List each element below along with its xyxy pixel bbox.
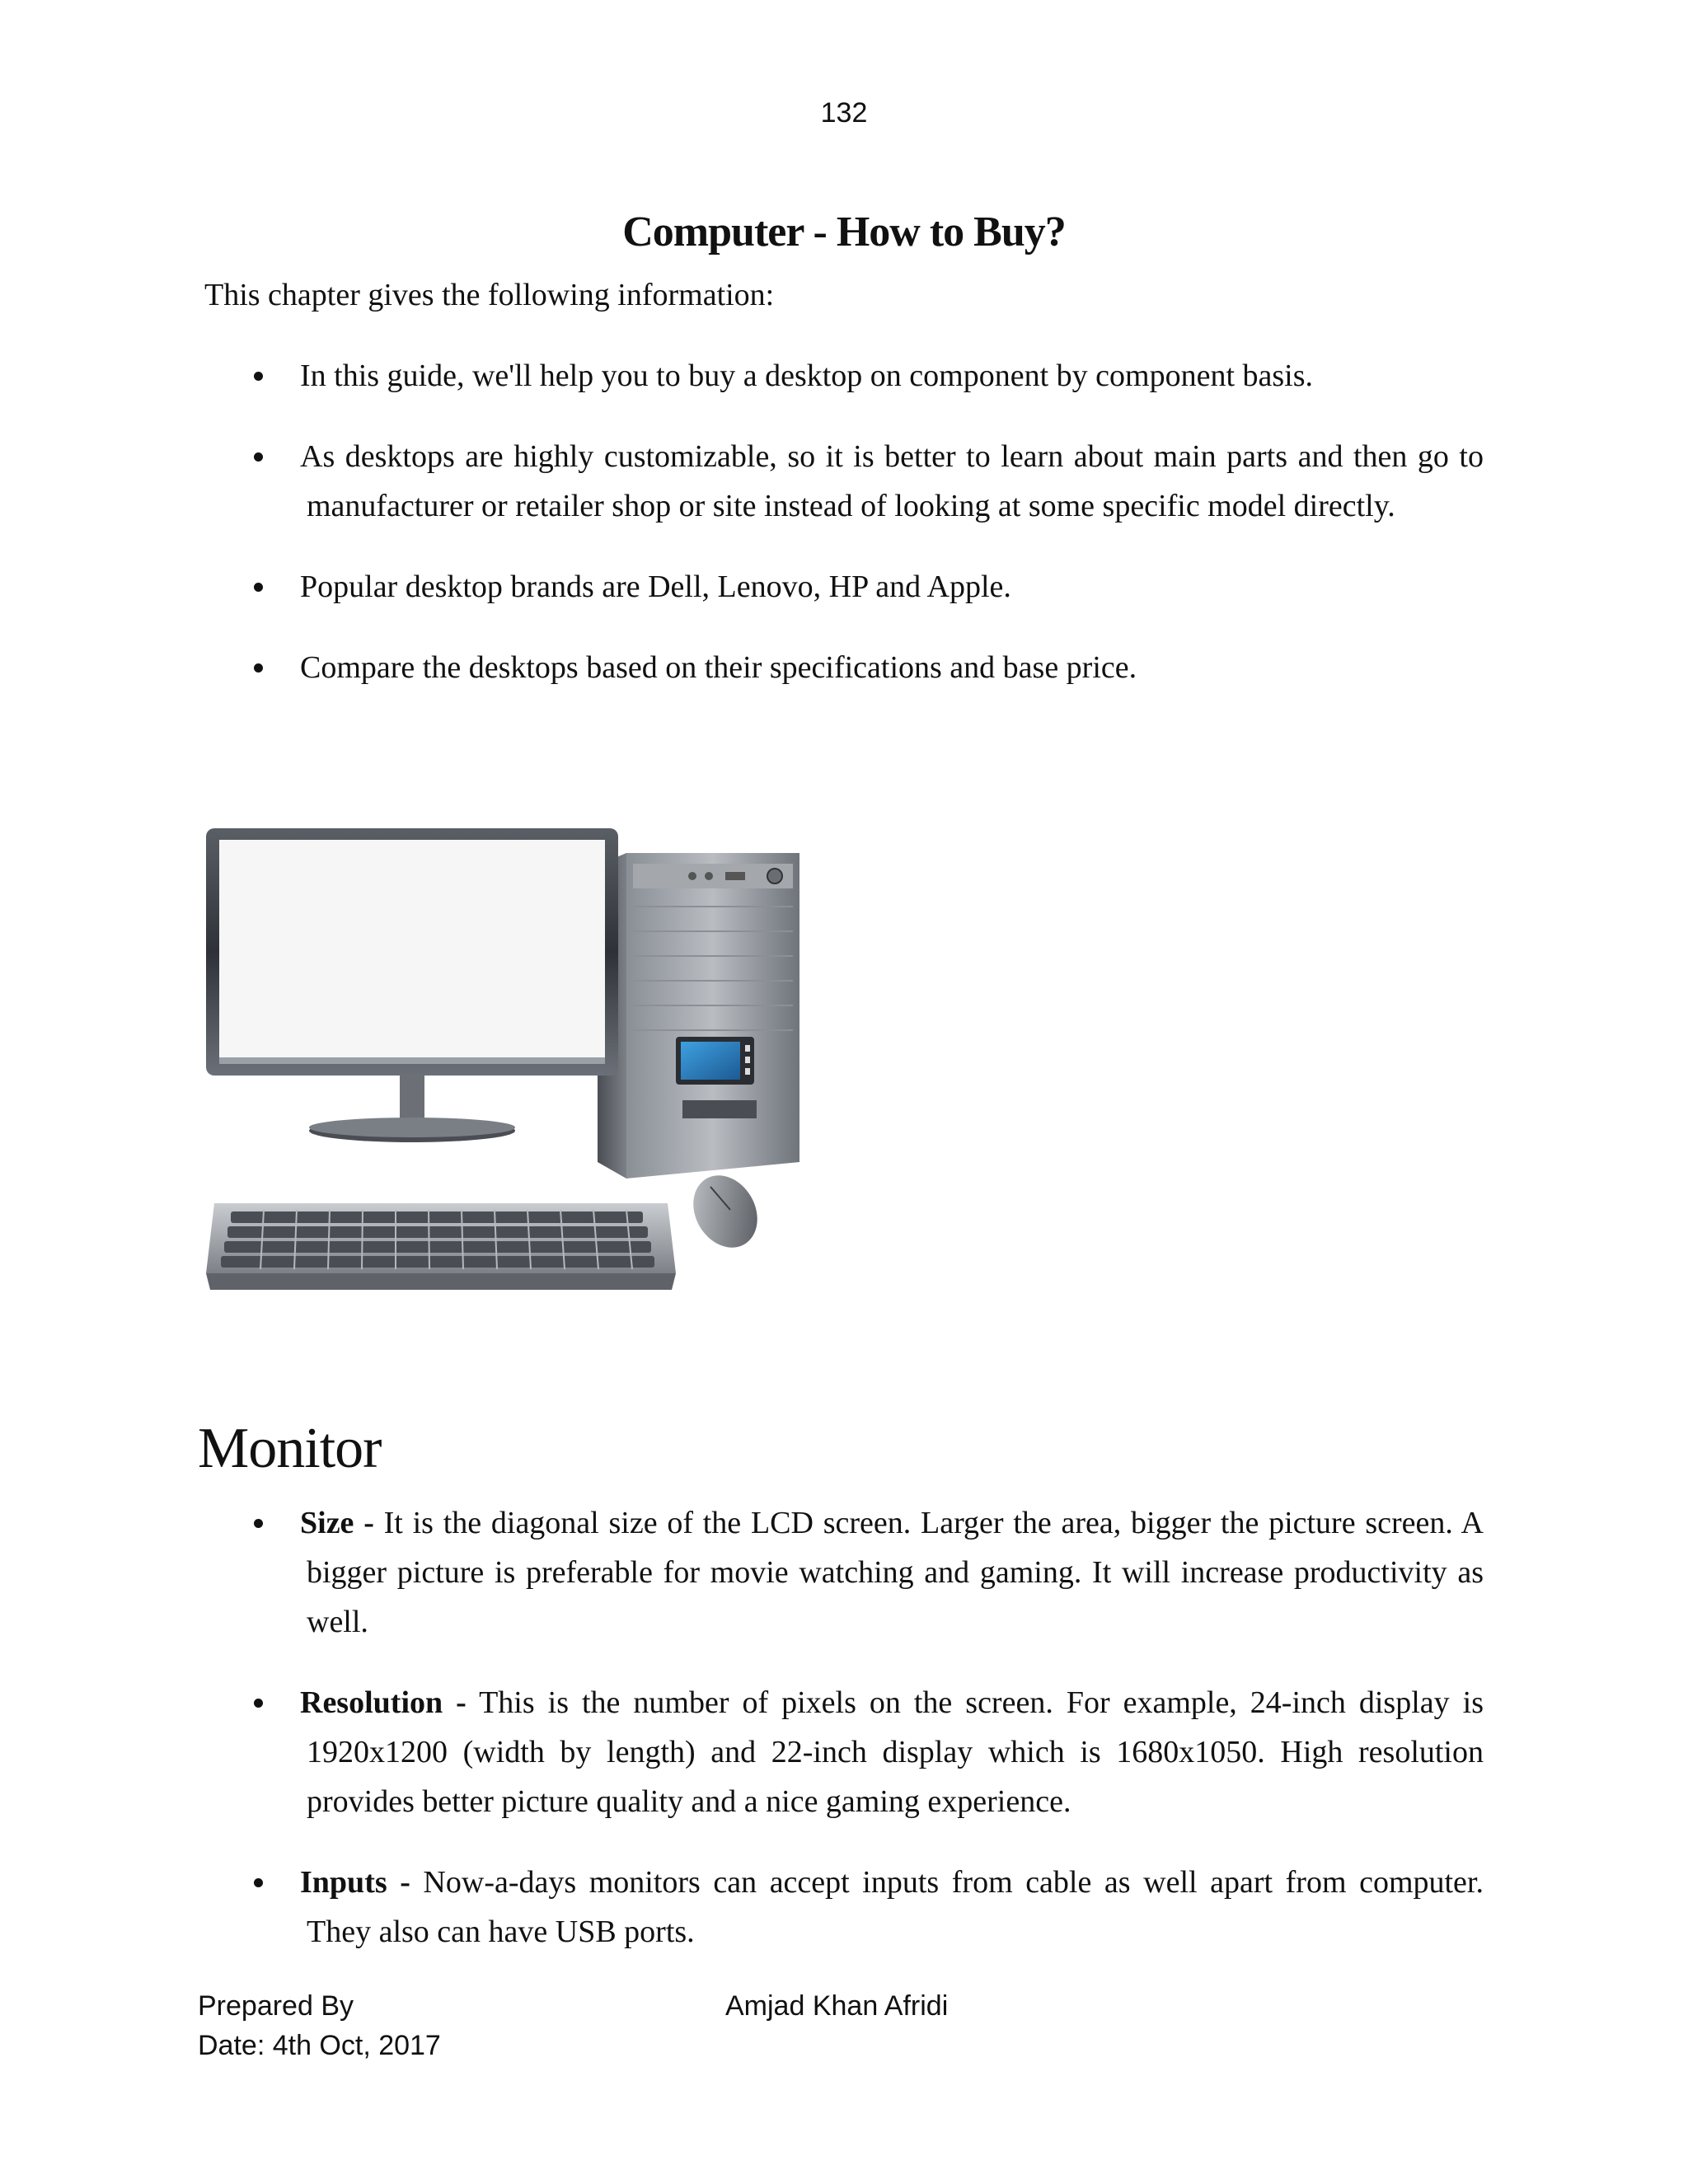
desktop-computer-illustration [198,816,824,1310]
term-size: Size - [300,1506,374,1540]
list-item [247,1498,1484,1647]
bullet-icon [254,1699,263,1708]
section-heading-monitor: Monitor [198,1417,382,1480]
intro-bullet-list [247,351,1484,724]
page-number: 132 [820,97,868,129]
bullet-icon [254,1878,263,1887]
bullet-icon [254,372,263,381]
list-item [247,1858,1484,1957]
list-item-text: As desktops are highly customizable, so it is better to learn about main parts and then go to manufacturer or retailer shop or site instead of looking at some specific model directly. [300,439,1484,523]
footer-left [198,1986,441,2065]
page-title: Computer - How to Buy? [622,209,1066,255]
list-item [247,1678,1484,1826]
bullet-icon [254,583,263,592]
list-item-text: Compare the desktops based on their specifications and base price. [300,650,1137,685]
monitor-bullet-list [247,1498,1484,1988]
list-item-text: Popular desktop brands are Dell, Lenovo, HP and Apple. [300,569,1011,604]
definition-size: It is the diagonal size of the LCD screen. Larger the area, bigger the picture screen. A bigger picture is preferable for movie watching and gaming. It will increase productivity as well. [307,1506,1484,1639]
list-item-text [300,1678,1484,1826]
prepared-by-label: Prepared By [198,1990,354,2022]
term-resolution: Resolution - [300,1685,467,1720]
intro-text: This chapter gives the following information: [204,278,775,312]
definition-inputs: Now-a-days monitors can accept inputs from cable as well apart from computer. They also can have USB ports. [307,1865,1484,1949]
list-item-text [300,1498,1484,1647]
footer-author: Amjad Khan Afridi [725,1990,949,2022]
bullet-icon [254,663,263,673]
bullet-icon [254,1519,263,1528]
list-item-text [300,1858,1484,1957]
list-item [247,432,1484,531]
footer-date: Date: 4th Oct, 2017 [198,2030,441,2061]
bullet-icon [254,452,263,462]
list-item-text: In this guide, we'll help you to buy a desktop on component by component basis. [300,359,1314,393]
list-item [247,351,1484,401]
definition-resolution: This is the number of pixels on the screen. For example, 24-inch display is 1920x1200 (width by length) and 22-inch display which is 1680x1050. High resolution provides better picture quality and a nice gaming experience. [307,1685,1484,1819]
list-item [247,643,1484,692]
list-item [247,562,1484,612]
term-inputs: Inputs - [300,1865,410,1900]
